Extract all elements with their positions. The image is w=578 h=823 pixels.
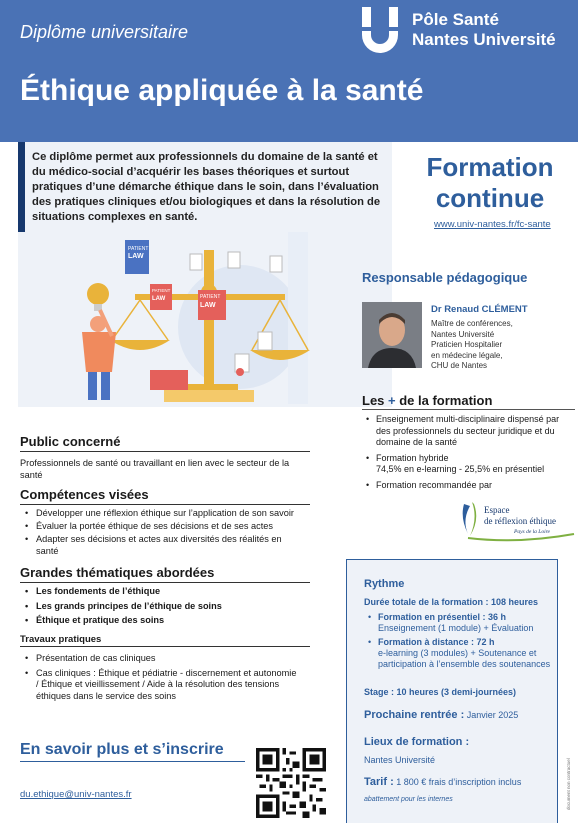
plus-heading [362, 393, 492, 408]
responsable-heading: Responsable pédagogique [362, 270, 528, 285]
competences-list [24, 508, 304, 559]
list-item: • Éthique et pratique des soins [24, 615, 304, 627]
role-line: Nantes Université [431, 329, 495, 339]
lieux-value: Nantes Université [364, 755, 436, 765]
lieux-heading: Lieux de formation : [364, 736, 470, 748]
espace-reflexion-ethique-logo [458, 498, 576, 544]
list-item: • Les fondements de l’éthique [24, 586, 304, 598]
tp-divider [20, 646, 310, 647]
tp-heading: Travaux pratiques [20, 634, 102, 645]
formation-continue-title [410, 152, 570, 214]
rythme-heading: Rythme [364, 578, 405, 590]
tarif-line [364, 776, 521, 788]
side-note: document non contractuel [566, 758, 571, 810]
responsable-photo [362, 302, 422, 368]
plus-heading-prefix: Les [362, 393, 389, 408]
abattement-note: abattement pour les internes [364, 796, 453, 803]
portrait-icon [362, 302, 422, 368]
hybride-detail: 74,5% en e-learning - 25,5% en présentiel [376, 464, 545, 474]
rythme-total: Durée totale de la formation : 108 heures [364, 597, 539, 607]
list-item: • Adapter ses décisions et actes aux diversités des réalités en santé [24, 534, 304, 557]
fc-title-line2: continue [435, 183, 545, 213]
public-heading: Public concerné [20, 434, 121, 449]
logo-text [412, 10, 556, 50]
public-divider [20, 451, 310, 452]
role-line: CHU de Nantes [431, 361, 488, 370]
qr-code-icon[interactable] [256, 748, 326, 818]
fc-website-link[interactable]: www.univ-nantes.fr/fc-sante [434, 219, 551, 230]
book-label-law-1: LAW [128, 253, 144, 260]
tp-list [24, 653, 299, 705]
ethics-scale-illustration [40, 232, 385, 404]
list-item: • Évaluer la portée éthique de ses décisions et de ses actes [24, 521, 304, 533]
list-item [366, 453, 576, 476]
header-banner [0, 0, 578, 142]
role-line: en médecine légale, [431, 350, 503, 360]
page-title: Éthique appliquée à la santé [20, 74, 424, 107]
book-label-law-2: LAW [152, 296, 166, 302]
intro-accent-bar [18, 142, 25, 232]
logo-line2: Nantes Université [412, 30, 556, 49]
public-text: Professionnels de santé ou travaillant en lien avec le secteur de la santé [20, 458, 290, 480]
role-line: Maître de conférences, [431, 319, 513, 328]
book-label-law-3: LAW [200, 302, 216, 309]
rentree-label: Prochaine rentrée : [364, 709, 465, 721]
diploma-subtitle: Diplôme universitaire [20, 22, 189, 42]
fc-title-line1: Formation [426, 152, 554, 182]
list-item: • Développer une réflexion éthique sur l’application de son savoir [24, 508, 304, 520]
more-info-divider [20, 761, 245, 762]
intro-text: Ce diplôme permet aux professionnels du domaine de la santé et du médico-social d’acquérir les bases théoriques et surtout pratiques d’une démarche éthique dans le soin, dans l’évaluation des pratiques cliniques et/ou biologiques et dans la résolution de situations complexes en santé. [32, 151, 381, 223]
competences-heading: Compétences visées [20, 487, 149, 502]
thematiques-divider [20, 582, 310, 583]
nantes-universite-logo-icon [360, 7, 400, 55]
presentiel-detail: Enseignement (1 module) + Évaluation [378, 623, 534, 633]
book-label-patient-3: PATIENT [200, 294, 221, 300]
book-label-patient-1: PATIENT [128, 246, 149, 252]
book-label-patient-2: PATIENT [152, 288, 171, 293]
plus-heading-suffix: de la formation [395, 393, 493, 408]
competences-divider [20, 504, 310, 505]
hybride-label: • Formation hybride [376, 452, 449, 463]
more-info-heading: En savoir plus et s’inscrire [20, 741, 224, 758]
plus-list [366, 414, 576, 495]
rentree-line [364, 709, 518, 721]
list-item: • Formation recommandée par [366, 480, 576, 492]
partner-line1: Espace [484, 505, 510, 515]
responsable-name: Dr Renaud CLÉMENT [431, 304, 528, 315]
list-item [368, 612, 554, 634]
list-item: • Présentation de cas cliniques [24, 653, 299, 665]
rythme-list [368, 612, 554, 673]
responsable-role [431, 319, 513, 372]
contact-email-link[interactable]: du.ethique@univ-nantes.fr [20, 789, 132, 800]
thematiques-list [24, 586, 304, 630]
list-item: • Cas cliniques : Éthique et pédiatrie - discernement et autonomie / Éthique et vieillissement / Aide à la résolution des tensions éthiques dans le service des soins [24, 668, 299, 703]
role-line: Praticien Hospitalier [431, 340, 503, 349]
tarif-value: 1 800 € frais d’inscription inclus [393, 777, 522, 787]
thematiques-heading: Grandes thématiques abordées [20, 565, 215, 580]
distance-label: • Formation à distance : 72 h [378, 637, 495, 647]
partner-line3: Pays de la Loire [514, 529, 550, 535]
plus-divider [362, 409, 575, 410]
list-item: • Les grands principes de l’éthique de soins [24, 601, 304, 613]
plus-heading-plus: + [388, 393, 396, 408]
list-item [368, 637, 554, 670]
tarif-label: Tarif : [364, 776, 394, 788]
rentree-value: Janvier 2025 [464, 710, 519, 720]
distance-detail: e-learning (3 modules) + Soutenance et participation à l’ensemble des soutenances [378, 648, 551, 669]
presentiel-label: • Formation en présentiel : 36 h [378, 612, 507, 622]
rythme-stage: Stage : 10 heures (3 demi-journées) [364, 687, 517, 697]
partner-line2: de réflexion éthique [484, 516, 556, 526]
list-item: • Enseignement multi-disciplinaire dispensé par des professionnels du secteur juridique et du domaine de la santé [366, 414, 576, 449]
logo-line1: Pôle Santé [412, 10, 499, 29]
